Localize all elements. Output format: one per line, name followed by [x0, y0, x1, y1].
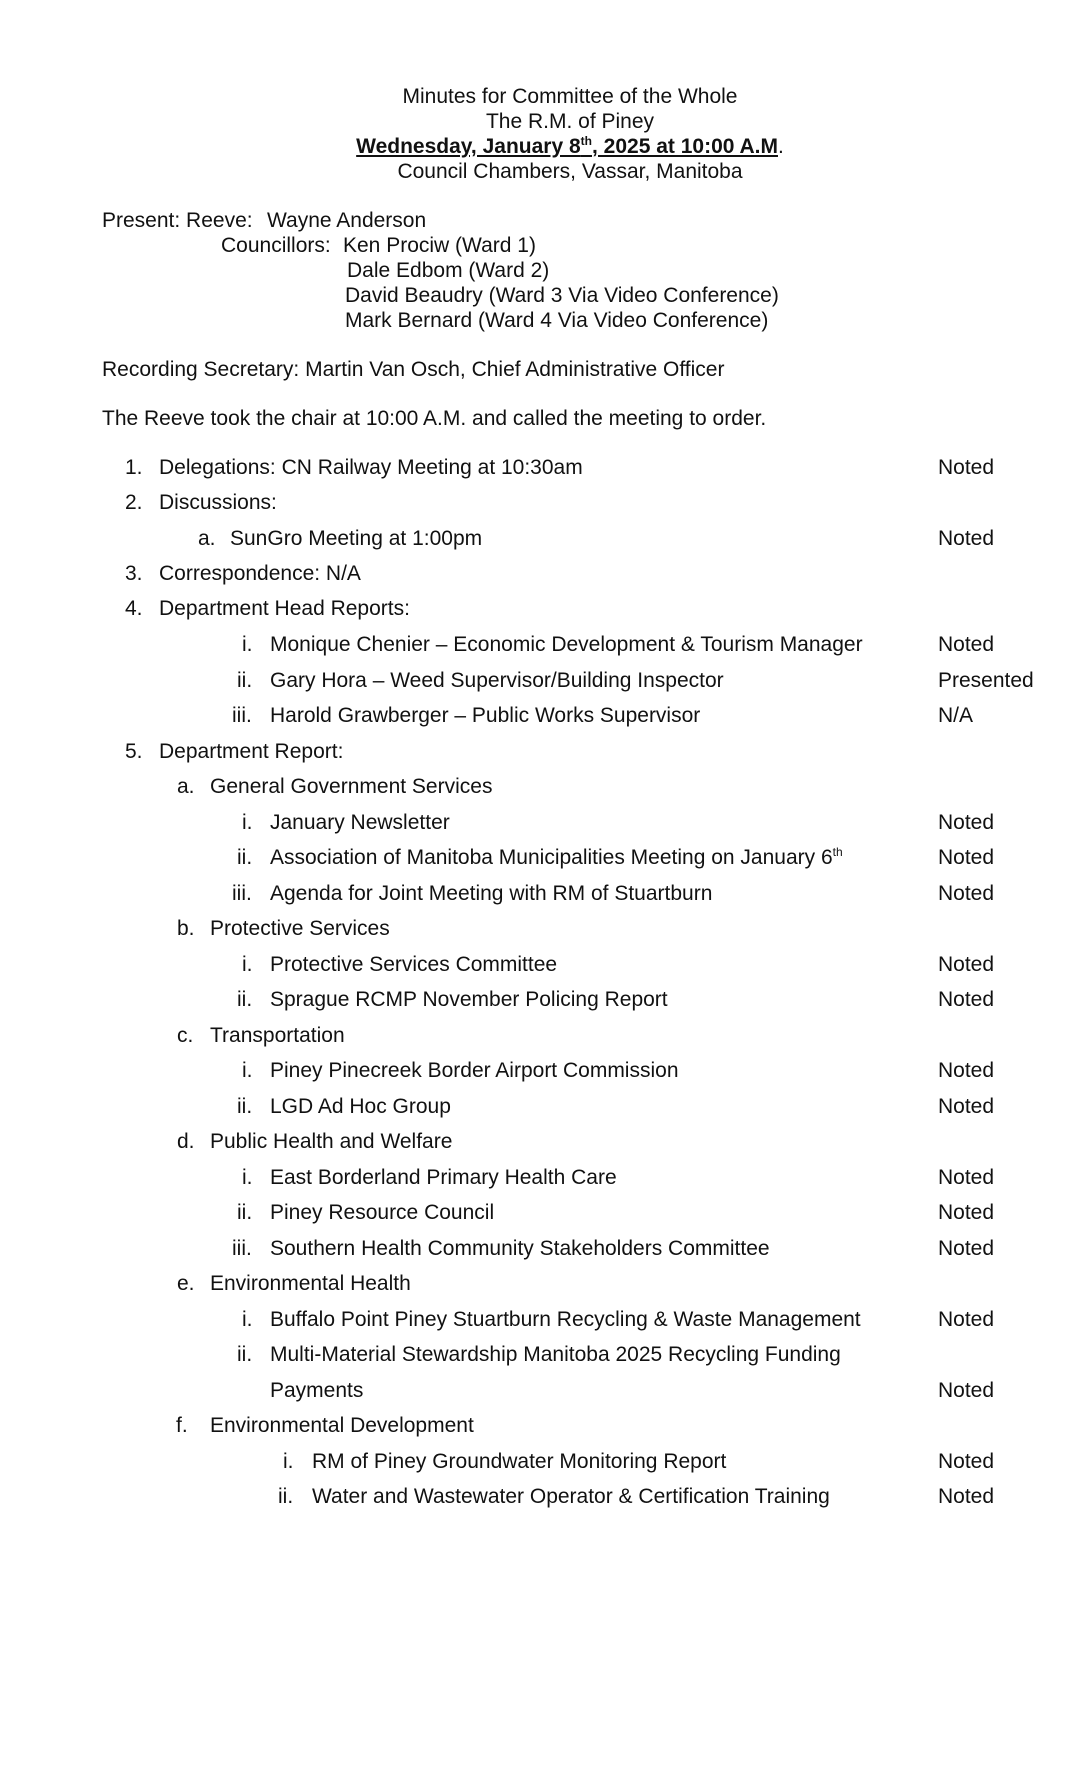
- item-marker: 1.: [125, 456, 143, 479]
- item-marker: ii.: [237, 846, 253, 869]
- item-status: Noted: [938, 1095, 995, 1118]
- item-status: Noted: [938, 527, 995, 550]
- item-status: N/A: [938, 704, 974, 727]
- item-status: Noted: [938, 846, 995, 869]
- item-marker: i.: [242, 1059, 253, 1082]
- present-label: Present: Reeve:: [102, 209, 253, 232]
- item-status: Noted: [938, 1059, 995, 1082]
- councillor-4: Mark Bernard (Ward 4 Via Video Conference): [345, 309, 769, 332]
- item-text: Sprague RCMP November Policing Report: [270, 988, 668, 1011]
- item-marker: ii.: [237, 1201, 253, 1224]
- item-marker: i.: [242, 953, 253, 976]
- item-marker: d.: [177, 1130, 195, 1153]
- item-text: Piney Pinecreek Border Airport Commission: [270, 1059, 679, 1082]
- item-text: Harold Grawberger – Public Works Supervisor: [270, 704, 701, 727]
- item-text: Southern Health Community Stakeholders Committee: [270, 1237, 770, 1260]
- item-marker: ii.: [237, 1095, 253, 1118]
- item-status: Noted: [938, 988, 995, 1011]
- item-marker: a.: [198, 527, 216, 550]
- item-marker: f.: [176, 1414, 188, 1437]
- item-text: Transportation: [210, 1024, 345, 1047]
- item-status: Noted: [938, 1450, 995, 1473]
- item-status: Presented: [938, 669, 1034, 692]
- item-text: Buffalo Point Piney Stuartburn Recycling & Waste Management: [270, 1308, 861, 1331]
- item-text: Public Health and Welfare: [210, 1130, 453, 1153]
- meeting-location: Council Chambers, Vassar, Manitoba: [397, 160, 743, 183]
- item-marker: i.: [242, 1308, 253, 1331]
- item-marker: i.: [283, 1450, 294, 1473]
- item-text: Protective Services: [210, 917, 390, 940]
- item-status: Noted: [938, 1166, 995, 1189]
- item-text: LGD Ad Hoc Group: [270, 1095, 451, 1118]
- item-marker: e.: [177, 1272, 195, 1295]
- item-text: Protective Services Committee: [270, 953, 558, 976]
- item-text: General Government Services: [210, 775, 493, 798]
- item-status: Noted: [938, 953, 995, 976]
- item-marker: ii.: [237, 669, 253, 692]
- meeting-date: Wednesday, January 8th, 2025 at 10:00 A.M.: [356, 134, 784, 158]
- item-text: Discussions:: [159, 491, 277, 514]
- item-marker: ii.: [278, 1485, 294, 1508]
- councillor-1: Ken Prociw (Ward 1): [343, 234, 536, 257]
- item-status: Noted: [938, 1308, 995, 1331]
- item-status: Noted: [938, 456, 995, 479]
- document-title: Minutes for Committee of the Whole: [402, 85, 738, 108]
- item-status: Noted: [938, 811, 995, 834]
- organization-name: The R.M. of Piney: [485, 110, 655, 133]
- recording-secretary: Recording Secretary: Martin Van Osch, Chief Administrative Officer: [102, 358, 725, 381]
- item-text: Correspondence: N/A: [159, 562, 361, 585]
- item-marker: c.: [177, 1024, 194, 1047]
- item-text: Environmental Health: [210, 1272, 411, 1295]
- item-status: Noted: [938, 1485, 995, 1508]
- reeve-name: Wayne Anderson: [267, 209, 427, 232]
- item-text: Association of Manitoba Municipalities Meeting on January 6th: [270, 845, 843, 869]
- opening-statement: The Reeve took the chair at 10:00 A.M. and called the meeting to order.: [102, 407, 767, 430]
- item-marker: 2.: [125, 491, 143, 514]
- item-status: Noted: [938, 1237, 995, 1260]
- councillor-2: Dale Edbom (Ward 2): [347, 259, 550, 282]
- item-text: Payments: [270, 1379, 364, 1402]
- item-marker: 4.: [125, 597, 143, 620]
- item-status: Noted: [938, 633, 995, 656]
- item-marker: ii.: [237, 988, 253, 1011]
- item-status: Noted: [938, 882, 995, 905]
- item-marker: 3.: [125, 562, 143, 585]
- item-text: SunGro Meeting at 1:00pm: [230, 527, 483, 550]
- item-marker: 5.: [125, 740, 143, 763]
- item-status: Noted: [938, 1201, 995, 1224]
- item-text: Department Report:: [159, 740, 344, 763]
- item-marker: i.: [242, 1166, 253, 1189]
- item-text: Monique Chenier – Economic Development & Tourism Manager: [270, 633, 863, 656]
- item-marker: iii.: [232, 704, 252, 727]
- item-status: Noted: [938, 1379, 995, 1402]
- item-text: Gary Hora – Weed Supervisor/Building Inspector: [270, 669, 724, 692]
- item-marker: iii.: [232, 882, 252, 905]
- item-marker: a.: [177, 775, 195, 798]
- councillors-label: Councillors:: [221, 234, 331, 257]
- item-text: East Borderland Primary Health Care: [270, 1166, 617, 1189]
- item-text: Delegations: CN Railway Meeting at 10:30am: [159, 456, 583, 479]
- item-marker: i.: [242, 633, 253, 656]
- item-text: Environmental Development: [210, 1414, 474, 1437]
- item-text: RM of Piney Groundwater Monitoring Report: [312, 1450, 727, 1473]
- item-text: Multi-Material Stewardship Manitoba 2025 Recycling Funding: [270, 1343, 841, 1366]
- item-text: Water and Wastewater Operator & Certification Training: [312, 1485, 830, 1508]
- item-text: Piney Resource Council: [270, 1201, 495, 1224]
- councillor-3: David Beaudry (Ward 3 Via Video Conference): [345, 284, 779, 307]
- item-text: January Newsletter: [270, 811, 450, 834]
- item-marker: i.: [242, 811, 253, 834]
- item-marker: ii.: [237, 1343, 253, 1366]
- item-marker: iii.: [232, 1237, 252, 1260]
- item-text: Agenda for Joint Meeting with RM of Stuartburn: [270, 882, 713, 905]
- item-text: Department Head Reports:: [159, 597, 410, 620]
- item-marker: b.: [177, 917, 195, 940]
